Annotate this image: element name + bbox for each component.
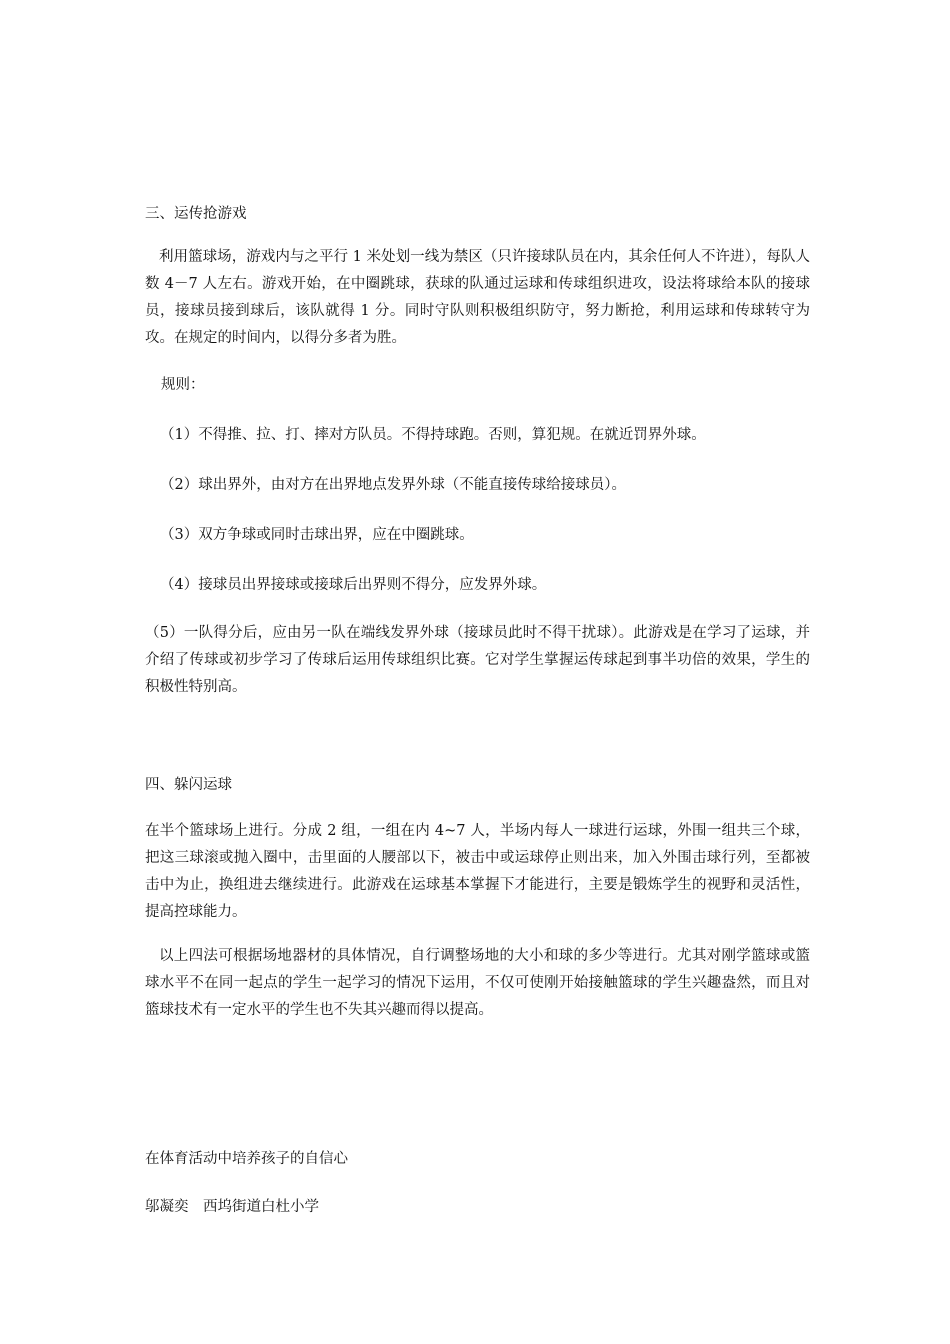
section-4-heading: 四、躲闪运球 [145,777,232,793]
section-3-heading: 三、运传抢游戏 [145,206,247,222]
rule-item-2: （2）球出界外，由对方在出界地点发界外球（不能直接传球给接球员）。 [160,477,626,493]
section-3-intro: 利用篮球场，游戏内与之平行 1 米处划一线为禁区（只许接球队员在内，其余任何人不许进），每队人数 4－7 人左右。游戏开始，在中圈跳球，获球的队通过运球和传球组织进攻，设法将球给本队的接球员，接球员接到球后，该队就得 1 分。同时守队则积极组织防守，努力断抢，利用运球和传球转守为攻。在规定的时间内，以得分多者为胜。 [145,249,810,346]
section-4-body: 在半个篮球场上进行。分成 2 组，一组在内 4~7 人，半场内每人一球进行运球，外围一组共三个球，把这三球滚或抛入圈中，击里面的人腰部以下，被击中或运球停止则出来，加入外围击球行列，至都被击中为止，换组进去继续进行。此游戏在运球基本掌握下才能进行，主要是锻炼学生的视野和灵活性，提高控球能力。 [145,823,810,920]
rule-item-5: （5）一队得分后，应由另一队在端线发界外球（接球员此时不得干扰球）。此游戏是在学习了运球，并介绍了传球或初步学习了传球后运用传球组织比赛。它对学生掌握运传球起到事半功倍的效果，学生的积极性特别高。 [145,625,810,695]
author-line: 邬凝奕 西坞街道白杜小学 [145,1199,319,1215]
article-title: 在体育活动中培养孩子的自信心 [145,1151,348,1167]
rules-label: 规则： [161,377,205,393]
rule-item-4: （4）接球员出界接球或接球后出界则不得分，应发界外球。 [160,577,547,593]
rule-item-1: （1）不得推、拉、打、摔对方队员。不得持球跑。否则，算犯规。在就近罚界外球。 [160,427,706,443]
summary-paragraph: 以上四法可根据场地器材的具体情况，自行调整场地的大小和球的多少等进行。尤其对刚学篮球或篮球水平不在同一起点的学生一起学习的情况下运用，不仅可使刚开始接触篮球的学生兴趣盎然，而且对篮球技术有一定水平的学生也不失其兴趣而得以提高。 [145,948,810,1018]
rule-item-3: （3）双方争球或同时击球出界，应在中圈跳球。 [160,527,474,543]
